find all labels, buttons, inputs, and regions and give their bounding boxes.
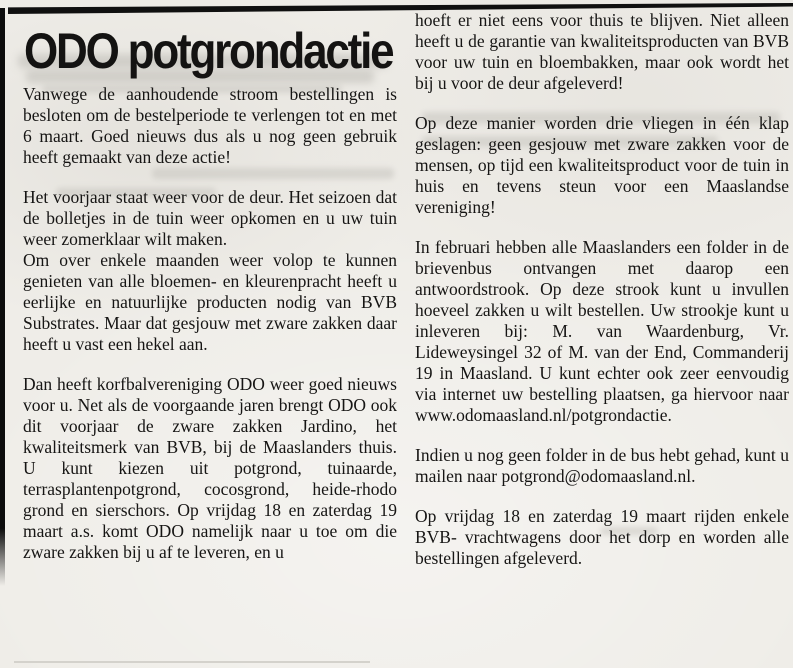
article-column-left [23,84,397,563]
paragraph: In februari hebben alle Maaslanders een folder in de brievenbus ontvangen met daarop een antwoordstrook. Op deze strook kunt u invullen hoeveel zakken u wilt bestellen. Uw strookje kunt u inleveren bij: M. van Waardenburg, Vr. Lideweysingel 32 of M. van der End, Commanderij 19 in Maasland. U kunt echter ook zeer eenvoudig via internet uw bestelling plaatsen, ga hiervoor naar www.odomaasland.nl/potgrondactie. [415,237,789,425]
bottom-border-rule [14,661,370,663]
paragraph: Op deze manier worden drie vliegen in één klap geslagen: geen gesjouw met zware zakken voor de mensen, op tijd een kwaliteitsproduct voor de tuin in huis en tevens steun voor een Maaslandse vereniging! [415,113,789,217]
paragraph: Indien u nog geen folder in de bus hebt gehad, kunt u mailen naar potgrond@odomaasland.nl. [415,445,789,486]
paragraph: Vanwege de aanhoudende stroom bestellingen is besloten om de bestelperiode te verlengen tot en met 6 maart. Goed nieuws dus als u nog geen gebruik heeft gemaakt van deze actie! [23,84,397,167]
article-headline: ODO potgrondactie [24,23,393,79]
article-column-right [415,10,789,569]
paragraph: Het voorjaar staat weer voor de deur. Het seizoen dat de bolletjes in de tuin weer opkomen en u uw tuin weer zomerklaar wilt maken. [23,187,397,249]
left-border-rule [0,8,5,586]
paragraph: Dan heeft korfbalvereniging ODO weer goed nieuws voor u. Net als de voorgaande jaren brengt ODO ook dit voorjaar de zware zakken Jardino, het kwaliteitsmerk van BVB, bij de Maaslanders thuis. U kunt kiezen uit potgrond, tuinaarde, terrasplantenpotgrond, cocosgrond, heide-rhodo grond en sierschors. Op vrijdag 18 en zaterdag 19 maart a.s. komt ODO namelijk naar u toe om die zware zakken bij u af te leveren, en u [23,374,397,562]
paragraph: Op vrijdag 18 en zaterdag 19 maart rijden enkele BVB- vrachtwagens door het dorp en worden alle bestellingen afgeleverd. [415,506,789,568]
paragraph: Om over enkele maanden weer volop te kunnen genieten van alle bloemen- en kleurenpracht heeft u eerlijke en natuurlijke producten nodig van BVB Substrates. Maar dat gesjouw met zware zakken daar heeft u vast een hekel aan. [23,250,397,354]
paragraph: hoeft er niet eens voor thuis te blijven. Niet alleen heeft u de garantie van kwaliteitsproducten van BVB voor uw tuin en bloembakken, maar ook wordt het bij u voor de deur afgeleverd! [415,10,789,93]
